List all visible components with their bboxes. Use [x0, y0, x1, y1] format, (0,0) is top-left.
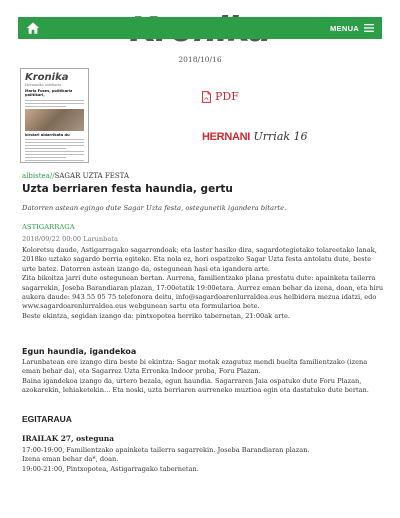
breadcrumb — [22, 172, 129, 180]
cover-headline: Maria Fuses, politikariz politikari, — [25, 89, 73, 98]
schedule-item: 19:00-21:00, Pintxopotea, Astigarragako tabernetan. — [22, 464, 199, 473]
magazine-cover-thumbnail[interactable] — [20, 68, 89, 163]
body-paragraph: Larunbatean ere izango dira beste bi ekintza: Sagar motak ezagutuz mendi buelta familientzako (izena eman behar da), eta Sagarrez Uzta Erronka Indoor proba, Foru Plazan. — [22, 358, 368, 376]
cover-subtitle: Hernaniko astekaria — [25, 83, 62, 87]
hernani-issue-date: Urriak 16 — [253, 130, 308, 143]
body-paragraph: Beste ekintza, segidan izango da: pintxopotea herriko tabernetan, 21:00ak arte. — [22, 311, 290, 320]
cover-photo — [25, 109, 84, 131]
hamburger-icon — [364, 24, 374, 32]
cover-headline-2: kirolari aldarrikatu du — [25, 132, 70, 137]
pdf-file-icon — [202, 91, 211, 103]
article-body-2 — [22, 358, 384, 396]
subheading-egun-haundia: Egun haundia, igandekoa — [22, 347, 137, 356]
article-title: Uzta berriaren festa haundia, gertu — [22, 183, 233, 195]
breadcrumb-section[interactable]: SAGAR UZTA FESTA — [54, 172, 130, 180]
breadcrumb-home[interactable]: albistea// — [22, 172, 55, 180]
body-paragraph: Zita bikoitza jarri dute ostegunean bertan. Aurrena, familientzako plana prestatu dute: apainketa tailerra sagarrekin, Joseba Barandiaran plazan, 17:00etatik 19:00etara. Aurrez eman behar da izena, doan, eta hiru aukera daude: 943 55 05 75 telefonora deitu, info@sagardoarenlurraldea.eus helbidera mezua idatzi, edo www.sagardoarenlurraldea.eus webgunean sartu eta formularioa bete. — [22, 274, 384, 311]
schedule-day-label: IRAILAK 27, osteguna — [22, 434, 115, 443]
issue-date: 2018/10/16 — [178, 55, 222, 64]
cover-text-lines — [25, 100, 84, 107]
hernani-issue-link[interactable] — [202, 130, 308, 143]
pdf-label: PDF — [215, 90, 239, 103]
cover-logo: Kronika — [25, 72, 69, 83]
section-label[interactable]: ASTIGARRAGA — [22, 223, 75, 231]
pdf-download-link[interactable] — [202, 90, 239, 103]
menu-button[interactable] — [330, 24, 374, 33]
schedule-item: 17:00-19:00, Familientzako apainketa tailerra sagarrekin. Joseba Barandiaran plazan. — [22, 446, 310, 454]
top-navbar — [18, 17, 382, 39]
home-icon[interactable] — [26, 21, 40, 35]
masthead — [0, 0, 400, 50]
cover-text-lines-2 — [25, 139, 84, 163]
schedule-item: Izena eman behar da*, doan. — [22, 455, 119, 464]
hernani-brand: HERNANI — [202, 131, 251, 143]
body-paragraph: Koloretsu daude, Astigarragako sagarrondoak; eta laster hasiko dira, sagardotegietako tolareetako lanak, 2018ko uztako sagardo berria egiteko. Eta nola ez, hori ospatzeko Sagar Uzta festa antolatu dute, beste urte batez. Datorren astean izango da, ostegunean hasi eta igandera arte. — [22, 246, 377, 273]
article-lead: Datorren astean egingo dute Sagar Uzta festa, ostegunetik igandera bitarte. — [22, 204, 287, 212]
schedule-list — [22, 446, 384, 474]
article-byline: 2018/09/22 00:00 Larunbata — [22, 235, 118, 243]
menu-label: MENUA — [330, 23, 359, 33]
article-body — [22, 246, 384, 321]
body-paragraph: Baina igandekoa izango da, urtero bezala, egun haundia. Sagarraren Jaia ospatuko dute Foru Plazan, azokarekin, lehiaketekin... Eta noski, uzta berriaren aurreneko muztioa egin eta dastatuko dute bertan. — [22, 376, 369, 395]
subheading-egitaraua: EGITARAUA — [22, 414, 72, 424]
